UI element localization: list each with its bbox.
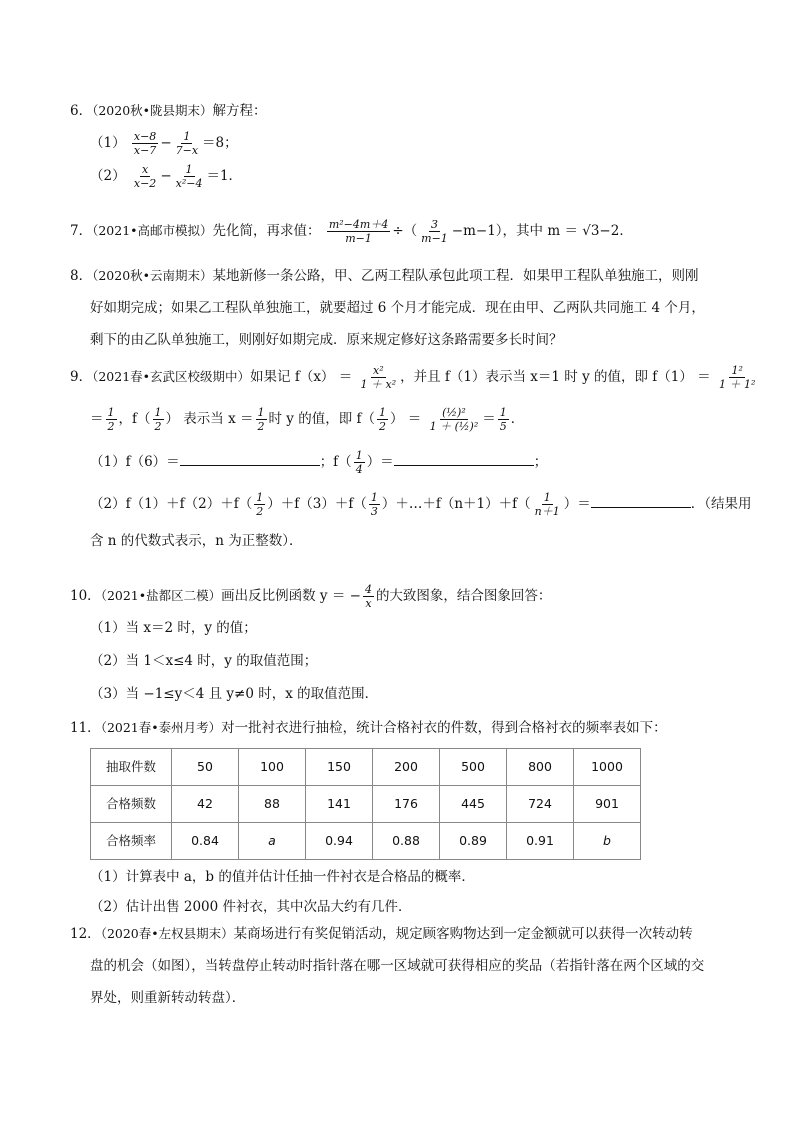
fraction: $\frac{1}{4}$: [355, 449, 363, 476]
question-number: 7．: [70, 223, 93, 239]
fraction: $\frac{1}{7-x}$: [175, 130, 199, 157]
fraction: $\frac{\text{x²}}{\text{1 ＋ x²}}$: [360, 364, 397, 391]
fraction: $\frac{1}{2}$: [107, 406, 115, 433]
question-source: （2020春•左权县期末）: [100, 926, 234, 941]
fraction: $\frac{\text{1²}}{\text{1 ＋ 1²}}$: [718, 364, 756, 391]
fraction: $\frac{\text{m²−4m＋4}}{m-1}$: [328, 218, 389, 245]
question-8: 8．（2020秋•云南期末）某地新修一条公路，甲、乙两工程队承包此项工程．如果甲工程队单独施工，则刚 好如期完成；如果乙工程队单独施工，就要超过 6 个月才能完成．现在由甲、乙两队共同施工 4 个月， 剩下的由乙队单独施工，则刚好如期完成．原来规定修好这条路需要多长时间？: [70, 268, 705, 348]
table-row: 抽取件数 50 100 150 200 500 800 1000: [91, 749, 641, 786]
fraction: $\frac{4}{x}$: [364, 583, 372, 610]
question-source: （2020秋•云南期末）: [92, 268, 213, 283]
question-number: 12．: [70, 926, 101, 942]
fraction: $\frac{3}{m-1}$: [421, 218, 448, 245]
fraction: $\frac{x-8}{x-7}$: [133, 130, 157, 157]
answer-blank[interactable]: [180, 451, 320, 466]
question-12: 12．（2020春•左权县期末）某商场进行有奖促销活动，规定顾客购物达到一定金额就可以获得一次转动转 盘的机会（如图），当转盘停止转动时指针落在哪一区域就可获得相应的奖品（若指针落在两个区域的交 界处，则重新转动转盘）．: [70, 926, 705, 1006]
fraction: $\frac{1}{2}$: [379, 406, 386, 433]
table-row: 合格频率 0.84 a 0.94 0.88 0.89 0.91 b: [91, 823, 641, 860]
answer-blank[interactable]: [394, 451, 534, 466]
question-source: （2021春•玄武区校级期中）: [92, 369, 251, 384]
question-prompt: 先化简，再求值：: [212, 223, 321, 239]
fraction: $\frac{1}{n+1}$: [534, 491, 560, 518]
question-number: 6．: [70, 103, 93, 119]
fraction: $\frac{1}{5}$: [499, 406, 507, 433]
question-source: （2021春•泰州月考）: [100, 720, 222, 735]
q6-part1: （1） $\frac{x-8}{x-7}$ − $\frac{1}{7-x}$ ＝8；: [90, 130, 238, 157]
question-number: 8．: [70, 268, 93, 284]
q9-part1: （1）f（6）＝ ；f（ $\frac{1}{4}$ ）＝ ；: [90, 449, 548, 476]
question-number: 11．: [70, 720, 101, 736]
question-10: 10．（2021•盐都区二模）画出反比例函数 y ＝ − $\frac{4}{x}$ 的大致图象，结合图象回答： （1）当 x＝2 时，y 的值； （2）当 1＜x≤4 时，y 的取值范围； （3）当 −1≤y＜4 且 y≠0 时，x 的取值范围．: [70, 583, 552, 702]
question-9: 9．（2021春•玄武区校级期中）如果记 f（x） ＝ $\frac{\text{x²}}{\text{1 ＋ x²}}$ ，并且 f（1）表示当 x＝1 时 y 的值，即 f（1） ＝ $\frac{\text{1²}}{\text{1 ＋ 1²}}$ ＝ $\frac{1}{2}$ ，f（ $\frac{1}{2}$ ） 表示当 x ＝ $\frac{1}{2}$ 时 y 的值，即 f（ $\frac{1}{2}$ ） ＝ $\frac{\text{(½)²}}{\text{1 ＋ (½)²}}$ ＝ $\frac{1}{5}$ ． （1）f（6）＝ ；f（ $\frac{1}{4}$ ）＝ ； （2）f（1）＋f（2）＋f（ $\frac{1}{2}$ ）＋f（3）＋f（ $\frac{1}{3}$ ）＋…＋f（n＋1）＋f（ $\frac{1}{n+1}$ ）＝ ．（结果用 含 n 的代数式表示，n 为正整数）．: [70, 364, 756, 549]
question-source: （2021•高邮市模拟）: [92, 223, 213, 238]
fraction: $\frac{1}{2}$: [154, 406, 162, 433]
fraction: $\frac{1}{2}$: [257, 406, 265, 433]
question-prompt: 解方程：: [212, 103, 267, 119]
fraction: $\frac{1}{3}$: [370, 491, 378, 518]
question-11: 11．（2021春•泰州月考）对一批衬衣进行抽检，统计合格衬衣的件数，得到合格衬衣的频率表如下： 抽取件数 50 100 150 200 500 800 1000 合格频数 42 88 141 176 445 724 901 合格频率 0.84 a 0.94 0.88 0.89 0.91 b （1）计算表中 a，b 的值并估计任抽一件衬衣是合格品的概率． （2）估计出售 2000 件衬衣，其中次品大约有几件．: [70, 720, 667, 915]
question-source: （2021•盐都区二模）: [100, 588, 222, 603]
frequency-table: [90, 748, 641, 860]
fraction: $\frac{1}{\text{x²−4}}$: [175, 163, 203, 190]
fraction: $\frac{1}{2}$: [256, 491, 264, 518]
q6-part2: （2） $\frac{x}{x-2}$ − $\frac{1}{\text{x²−4}}$ ＝1．: [90, 163, 243, 190]
question-number: 9．: [70, 369, 93, 385]
question-number: 10．: [70, 588, 101, 604]
answer-blank[interactable]: [591, 493, 691, 508]
table-row: 合格频数 42 88 141 176 445 724 901: [91, 786, 641, 823]
fraction: $\frac{\text{(½)²}}{\text{1 ＋ (½)²}}$: [429, 406, 479, 433]
question-7: 7．（2021•高邮市模拟）先化简，再求值： $\frac{\text{m²−4m＋4}}{m-1}$ ÷（ $\frac{3}{m-1}$ −m−1），其中 m ＝ √3−2．: [70, 218, 633, 245]
fraction: $\frac{x}{x-2}$: [133, 163, 157, 190]
q9-part2: （2）f（1）＋f（2）＋f（ $\frac{1}{2}$ ）＋f（3）＋f（ $\frac{1}{3}$ ）＋…＋f（n＋1）＋f（ $\frac{1}{n+1}$ ）＝ ．（结果用: [90, 491, 752, 518]
question-source: （2020秋•陇县期末）: [92, 103, 213, 118]
question-6: [70, 98, 734, 190]
